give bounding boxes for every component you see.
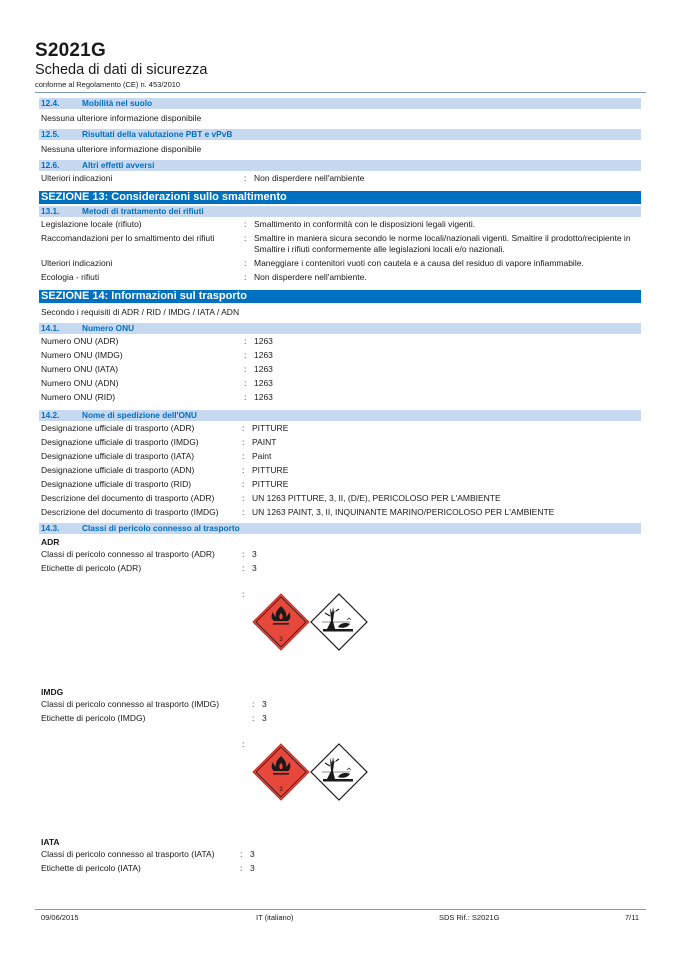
row-colon: : [242, 451, 245, 461]
document-header [35, 40, 646, 90]
row-value: PITTURE [252, 423, 289, 433]
subsection-12-4-header [39, 98, 641, 109]
row-colon: : [242, 563, 245, 573]
row-value: PAINT [252, 437, 277, 447]
row-label: Numero ONU (ADN) [41, 378, 119, 388]
row-value: 1263 [254, 392, 273, 402]
data-row [39, 465, 641, 479]
subsection-12-5-header [39, 129, 641, 140]
subsection-12-5-text: Nessuna ulteriore informazione disponibile [41, 144, 202, 154]
data-row [39, 350, 641, 364]
row-value: 3 [252, 563, 257, 573]
data-row [39, 713, 641, 727]
data-row [39, 493, 641, 507]
row-label: Raccomandazioni per lo smaltimento dei rifiuti [41, 233, 215, 243]
row-colon: : [244, 272, 247, 282]
subsection-title: Metodi di trattamento dei rifiuti [82, 206, 204, 216]
data-row [39, 378, 641, 392]
document-subtitle: Scheda di dati di sicurezza [35, 62, 208, 78]
footer-language: IT (italiano) [256, 913, 294, 922]
row-value: 1263 [254, 336, 273, 346]
row-colon: : [244, 258, 247, 268]
row-colon: : [240, 863, 243, 873]
row-value: Paint [252, 451, 272, 461]
header-divider [35, 92, 646, 93]
row-colon: : [244, 233, 247, 243]
data-row [39, 173, 641, 187]
subsection-title: Risultati della valutazione PBT e vPvB [82, 129, 233, 139]
subsection-number: 12.4. [41, 98, 60, 108]
subsection-number: 13.1. [41, 206, 60, 216]
subsection-12-6-header [39, 160, 641, 171]
row-label: Classi di pericolo connesso al trasporto (IMDG) [41, 699, 220, 709]
row-value: UN 1263 PITTURE, 3, II, (D/E), PERICOLOSO PER L'AMBIENTE [252, 493, 501, 503]
row-label: Designazione ufficiale di trasporto (IMDG) [41, 437, 199, 447]
data-row [39, 336, 641, 350]
flammable-liquid-class-3-icon [252, 593, 310, 651]
transport-mode-imdg-title: IMDG [41, 687, 64, 697]
section-14-header: SEZIONE 14: Informazioni sul trasporto [39, 290, 641, 303]
row-label: Etichette di pericolo (IATA) [41, 863, 141, 873]
data-row [39, 272, 641, 286]
row-label: Ulteriori indicazioni [41, 258, 113, 268]
row-value: 3 [252, 549, 257, 559]
imdg-pictograms [252, 737, 368, 821]
data-row [39, 437, 641, 451]
footer-page-number: 7/11 [624, 913, 639, 922]
data-row [39, 479, 641, 493]
subsection-title: Numero ONU [82, 323, 135, 333]
row-value: Smaltimento in conformità con le disposizioni legali vigenti. [254, 219, 476, 229]
row-colon: : [244, 350, 247, 360]
row-colon: : [242, 739, 245, 749]
row-value: 1263 [254, 378, 273, 388]
row-value: PITTURE [252, 465, 289, 475]
row-label: Designazione ufficiale di trasporto (IATA) [41, 451, 195, 461]
row-value: 1263 [254, 364, 273, 374]
row-colon: : [242, 549, 245, 559]
row-value: PITTURE [252, 479, 289, 489]
data-row [39, 423, 641, 437]
row-value: Non disperdere nell'ambiente. [254, 272, 367, 282]
product-code-title: S2021G [35, 40, 106, 61]
row-label: Classi di pericolo connesso al trasporto (IATA) [41, 849, 215, 859]
row-colon: : [252, 713, 255, 723]
row-value: 3 [250, 863, 255, 873]
subsection-number: 12.6. [41, 160, 60, 170]
section-13-header: SEZIONE 13: Considerazioni sullo smaltimento [39, 191, 641, 204]
row-label: Descrizione del documento di trasporto (ADR) [41, 493, 215, 503]
row-value: 3 [250, 849, 255, 859]
subsection-title: Altri effetti avversi [82, 160, 155, 170]
row-label: Numero ONU (RID) [41, 392, 116, 402]
row-value: UN 1263 PAINT, 3, II, INQUINANTE MARINO/PERICOLOSO PER L'AMBIENTE [252, 507, 555, 517]
data-row [39, 392, 641, 406]
adr-pictograms [252, 587, 368, 671]
data-row [39, 563, 641, 577]
row-value: Smaltire in maniera sicura secondo le norme locali/nazionali vigenti. Smaltire il prodotto/recipiente in Smaltire i rifiuti conformemente alle legislazioni locali e/o nazionali. [254, 233, 631, 254]
row-colon: : [244, 392, 247, 402]
svg-text:3: 3 [279, 787, 283, 793]
data-row [39, 364, 641, 378]
row-value: Maneggiare i contenitori vuoti con cautela e a causa del residuo di vapore infiammabile. [254, 258, 584, 268]
subsection-14-3-header [39, 523, 641, 534]
adr-pictograms-row [39, 587, 641, 671]
footer-sds-ref: SDS Rif.: S2021G [439, 913, 500, 922]
regulation-note: conforme al Regolamento (CE) n. 453/2010 [35, 80, 181, 89]
row-value: 1263 [254, 350, 273, 360]
flammable-liquid-class-3-icon [252, 743, 310, 801]
subsection-number: 14.1. [41, 323, 60, 333]
row-label: Etichette di pericolo (ADR) [41, 563, 142, 573]
data-row [39, 863, 641, 877]
row-colon: : [244, 173, 247, 183]
subsection-title: Nome di spedizione dell'ONU [82, 410, 197, 420]
row-value: 3 [262, 713, 267, 723]
transport-mode-adr-title: ADR [41, 537, 60, 547]
row-colon: : [242, 437, 245, 447]
row-colon: : [244, 378, 247, 388]
transport-mode-iata-title: IATA [41, 837, 60, 847]
row-colon: : [242, 479, 245, 489]
marine-pollutant-icon [310, 743, 368, 801]
row-colon: : [244, 364, 247, 374]
row-colon: : [244, 219, 247, 229]
environmentally-hazardous-icon [310, 593, 368, 651]
document-body [39, 98, 641, 877]
data-row [39, 451, 641, 465]
row-colon: : [242, 423, 245, 433]
data-row [39, 507, 641, 521]
data-row [39, 549, 641, 563]
subsection-title: Mobilità nel suolo [82, 98, 153, 108]
subsection-number: 12.5. [41, 129, 60, 139]
row-value: 3 [262, 699, 267, 709]
row-label: Designazione ufficiale di trasporto (ADR) [41, 423, 195, 433]
data-row [39, 849, 641, 863]
row-label: Descrizione del documento di trasporto (IMDG) [41, 507, 219, 517]
subsection-13-1-header [39, 206, 641, 217]
subsection-title: Classi di pericolo connesso al trasporto [82, 523, 240, 533]
row-colon: : [244, 336, 247, 346]
row-colon: : [242, 493, 245, 503]
subsection-14-1-header [39, 323, 641, 334]
subsection-14-2-header [39, 410, 641, 421]
section-14-intro: Secondo i requisiti di ADR / RID / IMDG / IATA / ADN [41, 307, 240, 317]
subsection-12-4-text: Nessuna ulteriore informazione disponibile [41, 113, 202, 123]
row-value: Non disperdere nell'ambiente [254, 173, 365, 183]
row-label: Ecologia - rifiuti [41, 272, 100, 282]
subsection-number: 14.3. [41, 523, 60, 533]
data-row [39, 258, 641, 272]
row-colon: : [242, 507, 245, 517]
footer-divider [35, 909, 646, 910]
imdg-pictograms-row [39, 737, 641, 821]
footer-date: 09/06/2015 [41, 913, 79, 922]
row-label: Designazione ufficiale di trasporto (ADN) [41, 465, 195, 475]
data-row [39, 699, 641, 713]
page-footer [39, 913, 641, 923]
subsection-number: 14.2. [41, 410, 60, 420]
row-label: Classi di pericolo connesso al trasporto (ADR) [41, 549, 215, 559]
data-row [39, 219, 641, 233]
row-label: Ulteriori indicazioni [41, 173, 113, 183]
row-label: Numero ONU (IMDG) [41, 350, 123, 360]
row-label: Designazione ufficiale di trasporto (RID) [41, 479, 192, 489]
svg-text:3: 3 [279, 637, 283, 643]
row-label: Legislazione locale (rifiuto) [41, 219, 142, 229]
row-label: Numero ONU (IATA) [41, 364, 119, 374]
row-colon: : [240, 849, 243, 859]
data-row [39, 233, 641, 258]
row-colon: : [252, 699, 255, 709]
row-colon: : [242, 589, 245, 599]
row-label: Numero ONU (ADR) [41, 336, 119, 346]
row-label: Etichette di pericolo (IMDG) [41, 713, 146, 723]
row-colon: : [242, 465, 245, 475]
